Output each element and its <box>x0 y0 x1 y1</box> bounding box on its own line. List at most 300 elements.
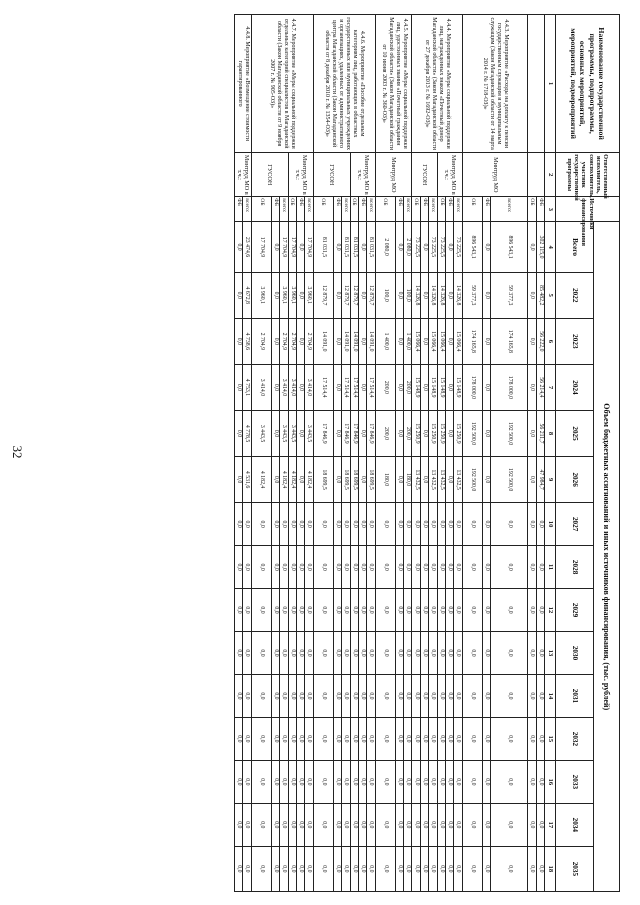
value-year: 0,0 <box>482 674 490 717</box>
value-year: 0,0 <box>235 760 243 803</box>
funding-source: ОБ <box>313 197 333 222</box>
value-year: 0,0 <box>528 318 536 364</box>
funding-source: ФБ <box>271 197 279 222</box>
value-year: 0,0 <box>375 589 395 632</box>
funding-source: всего: <box>342 197 350 222</box>
value-year: 0,0 <box>243 589 251 632</box>
value-year: 0,0 <box>536 846 544 891</box>
value-year: 0,0 <box>342 717 350 760</box>
value-year: 14 326,8 <box>429 272 437 318</box>
column-number: 17 <box>545 803 556 846</box>
value-year: 0,0 <box>528 803 536 846</box>
value-year: 0,0 <box>429 674 437 717</box>
value-year: 0,0 <box>288 503 296 546</box>
value-year: 0,0 <box>482 318 490 364</box>
value-year: 0,0 <box>313 717 333 760</box>
value-year: 0,0 <box>313 503 333 546</box>
value-year: 0,0 <box>358 674 366 717</box>
value-year: 0,0 <box>235 717 243 760</box>
table-row <box>536 15 544 892</box>
value-year: 0,0 <box>313 589 333 632</box>
value-year: 0,0 <box>420 272 428 318</box>
value-year: 13 432,5 <box>412 457 420 503</box>
value-year: 2 704,9 <box>305 318 313 364</box>
value-year: 14 091,0 <box>313 318 333 364</box>
value-year: 0,0 <box>333 546 341 589</box>
value-year: 3 414,0 <box>251 364 271 410</box>
value-year: 0,0 <box>429 503 437 546</box>
funding-source: всего: <box>305 197 313 222</box>
value-year: 0,0 <box>235 674 243 717</box>
value-year: 0,0 <box>350 717 358 760</box>
value-year: 0,0 <box>528 632 536 675</box>
measure-name <box>528 15 545 153</box>
value-year: 0,0 <box>342 632 350 675</box>
value-year: 0,0 <box>350 546 358 589</box>
value-year: 0,0 <box>288 546 296 589</box>
column-number: 5 <box>545 272 556 318</box>
value-year: 0,0 <box>395 318 403 364</box>
value-year: 0,0 <box>482 503 490 546</box>
value-year: 0,0 <box>313 760 333 803</box>
value-year: 0,0 <box>429 546 437 589</box>
value-year: 0,0 <box>420 589 428 632</box>
value-year: 0,0 <box>271 546 279 589</box>
value-total: 302 115,0 <box>536 222 544 272</box>
value-year: 174 165,8 <box>491 318 528 364</box>
value-total: 0,0 <box>482 222 490 272</box>
value-year: 14 091,0 <box>342 318 350 364</box>
value-year: 17 846,9 <box>350 410 358 456</box>
column-number: 6 <box>545 318 556 364</box>
value-year: 0,0 <box>313 846 333 891</box>
value-year: 0,0 <box>462 846 482 891</box>
rotated-page <box>40 14 620 892</box>
value-total: 0,0 <box>271 222 279 272</box>
value-year: 12 879,7 <box>367 272 375 318</box>
value-year: 0,0 <box>296 760 304 803</box>
value-year: 0,0 <box>528 717 536 760</box>
value-year: 4 182,4 <box>251 457 271 503</box>
value-year: 200,0 <box>404 410 412 456</box>
value-year: 0,0 <box>367 803 375 846</box>
value-year: 0,0 <box>454 546 462 589</box>
measure-name: 4.4.3. Мероприятие «Расходы на доплату к пенсии государственным служащим и муниципальным служащим (Закон Магаданской области от 14 марта 2014 г. № 1718-ОЗ)» <box>462 15 527 153</box>
value-total: 0,0 <box>235 222 243 272</box>
value-year: 14 326,8 <box>437 272 445 318</box>
value-year: 3 960,1 <box>305 272 313 318</box>
value-year: 0,0 <box>243 503 251 546</box>
value-year: 0,0 <box>395 546 403 589</box>
value-year: 0,0 <box>528 410 536 456</box>
value-total: 81 031,5 <box>313 222 333 272</box>
value-year: 0,0 <box>333 846 341 891</box>
value-year: 4 182,4 <box>288 457 296 503</box>
value-year: 0,0 <box>271 760 279 803</box>
measure-name: 4.4.6. Мероприятие «Пособие отдельным категориям лиц, работающих в областных государственных или муниципальных учреждениях и организациях, удаленных от административного центра Магаданской области (Закон Магаданской области от 8 декабря 2010 г. № 1354-ОЗ)» <box>313 15 375 153</box>
value-year: 0,0 <box>404 846 412 891</box>
value-total: 2 080,0 <box>404 222 412 272</box>
value-year: 0,0 <box>482 457 490 503</box>
value-year: 0,0 <box>395 632 403 675</box>
value-year: 0,0 <box>395 589 403 632</box>
value-year: 0,0 <box>280 674 288 717</box>
value-year: 0,0 <box>235 846 243 891</box>
value-year: 0,0 <box>491 589 528 632</box>
header-year: 2029 <box>556 589 594 632</box>
value-year: 0,0 <box>251 760 271 803</box>
value-year: 0,0 <box>446 457 454 503</box>
value-year: 100,0 <box>404 272 412 318</box>
header-year: 2031 <box>556 674 594 717</box>
header-year: 2028 <box>556 546 594 589</box>
value-year: 15 148,9 <box>412 364 420 410</box>
value-year: 100,0 <box>375 272 395 318</box>
value-year: 0,0 <box>358 589 366 632</box>
responsible-executor: Минтруд МО <box>462 153 527 197</box>
value-year: 4 182,4 <box>280 457 288 503</box>
responsible-executor: ГУСОН <box>313 153 350 197</box>
value-year: 0,0 <box>235 589 243 632</box>
value-year: 0,0 <box>375 717 395 760</box>
value-year: 0,0 <box>305 803 313 846</box>
value-year: 0,0 <box>404 632 412 675</box>
value-year: 0,0 <box>296 717 304 760</box>
value-year: 0,0 <box>536 546 544 589</box>
value-year: 0,0 <box>313 632 333 675</box>
value-year: 18 699,5 <box>342 457 350 503</box>
responsible-executor: Минтруд МО в т.ч.: <box>350 153 375 197</box>
funding-source: ФБ <box>482 197 490 222</box>
value-year: 0,0 <box>243 717 251 760</box>
value-year: 0,0 <box>280 846 288 891</box>
value-year: 0,0 <box>350 632 358 675</box>
value-year: 0,0 <box>235 503 243 546</box>
value-year: 0,0 <box>305 546 313 589</box>
value-year: 17 846,9 <box>313 410 333 456</box>
column-number: 11 <box>545 546 556 589</box>
measure-name: 4.4.8. Мероприятие «Возмещение стоимости гарантированного <box>235 15 252 153</box>
value-year: 0,0 <box>446 272 454 318</box>
value-year: 0,0 <box>536 589 544 632</box>
funding-source: всего: <box>454 197 462 222</box>
header-year: 2034 <box>556 803 594 846</box>
value-year: 0,0 <box>296 364 304 410</box>
value-year: 4 778,5 <box>243 410 251 456</box>
value-year: 0,0 <box>235 632 243 675</box>
value-year: 180,0 <box>404 457 412 503</box>
value-year: 15 250,9 <box>412 410 420 456</box>
funding-source: ФБ <box>235 197 243 222</box>
value-year: 0,0 <box>350 503 358 546</box>
value-year: 0,0 <box>462 503 482 546</box>
responsible-executor: ГУСОН <box>412 153 437 197</box>
value-year: 0,0 <box>333 803 341 846</box>
value-year: 15 066,4 <box>429 318 437 364</box>
value-year: 18 699,5 <box>313 457 333 503</box>
value-year: 0,0 <box>395 846 403 891</box>
column-number: 4 <box>545 222 556 272</box>
value-year: 0,0 <box>333 717 341 760</box>
column-number: 9 <box>545 457 556 503</box>
value-year: 0,0 <box>491 674 528 717</box>
value-year: 0,0 <box>367 717 375 760</box>
value-year: 0,0 <box>280 632 288 675</box>
funding-source: ОБ <box>375 197 395 222</box>
value-year: 15 066,4 <box>454 318 462 364</box>
value-year: 0,0 <box>296 457 304 503</box>
value-year: 0,0 <box>367 589 375 632</box>
value-year: 0,0 <box>437 632 445 675</box>
value-total: 896 543,1 <box>462 222 482 272</box>
value-year: 0,0 <box>243 760 251 803</box>
column-number: 7 <box>545 364 556 410</box>
value-year: 0,0 <box>333 589 341 632</box>
column-number: 14 <box>545 674 556 717</box>
value-year: 17 514,4 <box>342 364 350 410</box>
header-year: 2030 <box>556 632 594 675</box>
value-year: 0,0 <box>296 803 304 846</box>
responsible-executor: ГУСОН <box>251 153 288 197</box>
value-year: 0,0 <box>350 803 358 846</box>
value-year: 0,0 <box>536 632 544 675</box>
value-year: 59 377,3 <box>462 272 482 318</box>
value-year: 0,0 <box>375 674 395 717</box>
value-year: 2 704,9 <box>280 318 288 364</box>
value-year: 0,0 <box>454 717 462 760</box>
value-year: 0,0 <box>528 674 536 717</box>
value-total: 17 704,9 <box>305 222 313 272</box>
value-year: 0,0 <box>412 546 420 589</box>
value-year: 0,0 <box>420 318 428 364</box>
value-year: 4 182,4 <box>305 457 313 503</box>
value-year: 0,0 <box>305 632 313 675</box>
value-year: 0,0 <box>375 846 395 891</box>
value-year: 0,0 <box>404 717 412 760</box>
value-year: 0,0 <box>412 717 420 760</box>
header-volume: Объем бюджетных ассигнований и иных источников финансирования, (тыс. рублей) <box>594 222 620 892</box>
value-year: 0,0 <box>333 364 341 410</box>
funding-source: ОБ <box>350 197 358 222</box>
header-year: 2033 <box>556 760 594 803</box>
value-year: 0,0 <box>358 803 366 846</box>
value-year: 0,0 <box>462 674 482 717</box>
value-year: 200,0 <box>375 410 395 456</box>
value-year: 0,0 <box>333 318 341 364</box>
value-year: 14 326,8 <box>412 272 420 318</box>
value-year: 12 879,7 <box>342 272 350 318</box>
value-year: 2 704,9 <box>251 318 271 364</box>
value-year: 0,0 <box>482 364 490 410</box>
value-year: 0,0 <box>288 803 296 846</box>
value-year: 0,0 <box>446 589 454 632</box>
value-year: 0,0 <box>462 632 482 675</box>
funding-source: ФБ <box>358 197 366 222</box>
value-year: 13 432,5 <box>429 457 437 503</box>
value-year: 0,0 <box>251 803 271 846</box>
value-year: 3 414,0 <box>288 364 296 410</box>
value-year: 3 414,0 <box>280 364 288 410</box>
value-year: 0,0 <box>350 674 358 717</box>
value-year: 0,0 <box>482 410 490 456</box>
value-year: 0,0 <box>235 272 243 318</box>
value-total: 0,0 <box>333 222 341 272</box>
value-year: 15 148,9 <box>429 364 437 410</box>
value-year: 0,0 <box>350 846 358 891</box>
value-year: 0,0 <box>358 318 366 364</box>
value-year: 0,0 <box>429 589 437 632</box>
value-year: 0,0 <box>491 760 528 803</box>
value-year: 3 414,0 <box>305 364 313 410</box>
column-number: 16 <box>545 760 556 803</box>
value-year: 0,0 <box>296 632 304 675</box>
value-year: 0,0 <box>404 546 412 589</box>
value-year: 0,0 <box>333 503 341 546</box>
responsible-executor: Минтруд МО <box>375 153 412 197</box>
value-year: 14 091,0 <box>367 318 375 364</box>
value-total: 23 474,6 <box>243 222 251 272</box>
header-year: 2026 <box>556 457 594 503</box>
value-year: 0,0 <box>271 632 279 675</box>
responsible-executor: Минтруд МО в т.ч.: <box>235 153 252 197</box>
value-year: 0,0 <box>395 503 403 546</box>
value-year: 0,0 <box>271 589 279 632</box>
funding-source: ФБ <box>296 197 304 222</box>
value-year: 0,0 <box>235 318 243 364</box>
value-year: 0,0 <box>288 760 296 803</box>
value-year: 0,0 <box>342 846 350 891</box>
value-year: 0,0 <box>462 546 482 589</box>
funding-source: ФБ <box>333 197 341 222</box>
value-year: 0,0 <box>280 546 288 589</box>
value-year: 0,0 <box>412 760 420 803</box>
value-total: 81 031,5 <box>350 222 358 272</box>
value-year: 0,0 <box>437 674 445 717</box>
value-year: 15 148,9 <box>437 364 445 410</box>
value-year: 0,0 <box>342 674 350 717</box>
value-year: 0,0 <box>375 546 395 589</box>
header-year: 2027 <box>556 503 594 546</box>
value-year: 0,0 <box>420 717 428 760</box>
value-year: 0,0 <box>342 760 350 803</box>
value-year: 0,0 <box>296 318 304 364</box>
value-year: 0,0 <box>454 589 462 632</box>
value-year: 0,0 <box>437 546 445 589</box>
funding-source: всего: <box>243 197 251 222</box>
value-year: 0,0 <box>437 846 445 891</box>
value-year: 0,0 <box>375 760 395 803</box>
value-year: 0,0 <box>454 632 462 675</box>
value-year: 0,0 <box>280 717 288 760</box>
header-source: Источники финансирования <box>556 197 620 222</box>
column-number: 1 <box>545 15 556 153</box>
value-total: 17 704,9 <box>288 222 296 272</box>
value-year: 0,0 <box>251 503 271 546</box>
value-year: 0,0 <box>288 717 296 760</box>
value-year: 0,0 <box>412 589 420 632</box>
value-year: 0,0 <box>367 760 375 803</box>
value-year: 3 960,1 <box>251 272 271 318</box>
value-year: 0,0 <box>446 364 454 410</box>
funding-source: ФБ <box>420 197 428 222</box>
value-year: 0,0 <box>454 674 462 717</box>
header-year: 2032 <box>556 717 594 760</box>
value-year: 0,0 <box>412 632 420 675</box>
value-year: 0,0 <box>235 803 243 846</box>
value-year: 0,0 <box>454 846 462 891</box>
value-year: 0,0 <box>333 410 341 456</box>
value-total: 0,0 <box>446 222 454 272</box>
value-year: 0,0 <box>333 457 341 503</box>
value-year: 0,0 <box>358 457 366 503</box>
table-row <box>404 15 412 892</box>
value-year: 0,0 <box>296 272 304 318</box>
value-total: 0,0 <box>296 222 304 272</box>
value-year: 0,0 <box>251 846 271 891</box>
value-year: 0,0 <box>528 503 536 546</box>
value-year: 0,0 <box>235 546 243 589</box>
value-year: 192 500,0 <box>462 410 482 456</box>
value-year: 0,0 <box>536 717 544 760</box>
value-year: 0,0 <box>404 503 412 546</box>
funding-source: ФБ <box>536 197 544 222</box>
value-year: 0,0 <box>271 717 279 760</box>
value-year: 0,0 <box>367 546 375 589</box>
value-year: 0,0 <box>462 589 482 632</box>
value-year: 0,0 <box>528 760 536 803</box>
value-year: 47 984,7 <box>536 457 544 503</box>
value-year: 0,0 <box>420 846 428 891</box>
value-year: 0,0 <box>367 632 375 675</box>
value-year: 0,0 <box>358 546 366 589</box>
value-year: 0,0 <box>491 846 528 891</box>
value-year: 192 500,0 <box>491 457 528 503</box>
column-number: 12 <box>545 589 556 632</box>
value-year: 0,0 <box>395 760 403 803</box>
value-year: 0,0 <box>491 717 528 760</box>
value-year: 0,0 <box>235 364 243 410</box>
value-year: 0,0 <box>536 674 544 717</box>
value-year: 3 443,5 <box>288 410 296 456</box>
table-row <box>491 15 528 892</box>
value-year: 0,0 <box>333 272 341 318</box>
value-year: 0,0 <box>358 410 366 456</box>
value-year: 2 704,9 <box>288 318 296 364</box>
value-year: 0,0 <box>412 503 420 546</box>
value-year: 14 091,0 <box>350 318 358 364</box>
value-year: 56 211,7 <box>536 410 544 456</box>
value-total: 17 704,9 <box>251 222 271 272</box>
value-year: 0,0 <box>235 457 243 503</box>
table-row <box>454 15 462 892</box>
value-year: 4 753,1 <box>243 364 251 410</box>
header-total: Всего <box>556 222 594 272</box>
header-year: 2023 <box>556 318 594 364</box>
value-year: 0,0 <box>333 674 341 717</box>
value-year: 178 000,0 <box>491 364 528 410</box>
value-year: 1 400,0 <box>375 318 395 364</box>
measure-name: 4.4.5. Мероприятие «Меры социальной поддержки лиц, удостоенных звания «Почетный гражданин Магаданской области» (Закон Магаданской области от 10 июня 2003 г. № 360-ОЗ)» <box>375 15 412 153</box>
value-year: 0,0 <box>367 674 375 717</box>
value-total: 17 704,9 <box>280 222 288 272</box>
page-number: 32 <box>10 445 25 459</box>
value-year: 0,0 <box>271 272 279 318</box>
value-year: 0,0 <box>429 803 437 846</box>
value-year: 17 514,4 <box>350 364 358 410</box>
value-year: 0,0 <box>482 760 490 803</box>
value-year: 0,0 <box>437 717 445 760</box>
value-year: 0,0 <box>437 760 445 803</box>
